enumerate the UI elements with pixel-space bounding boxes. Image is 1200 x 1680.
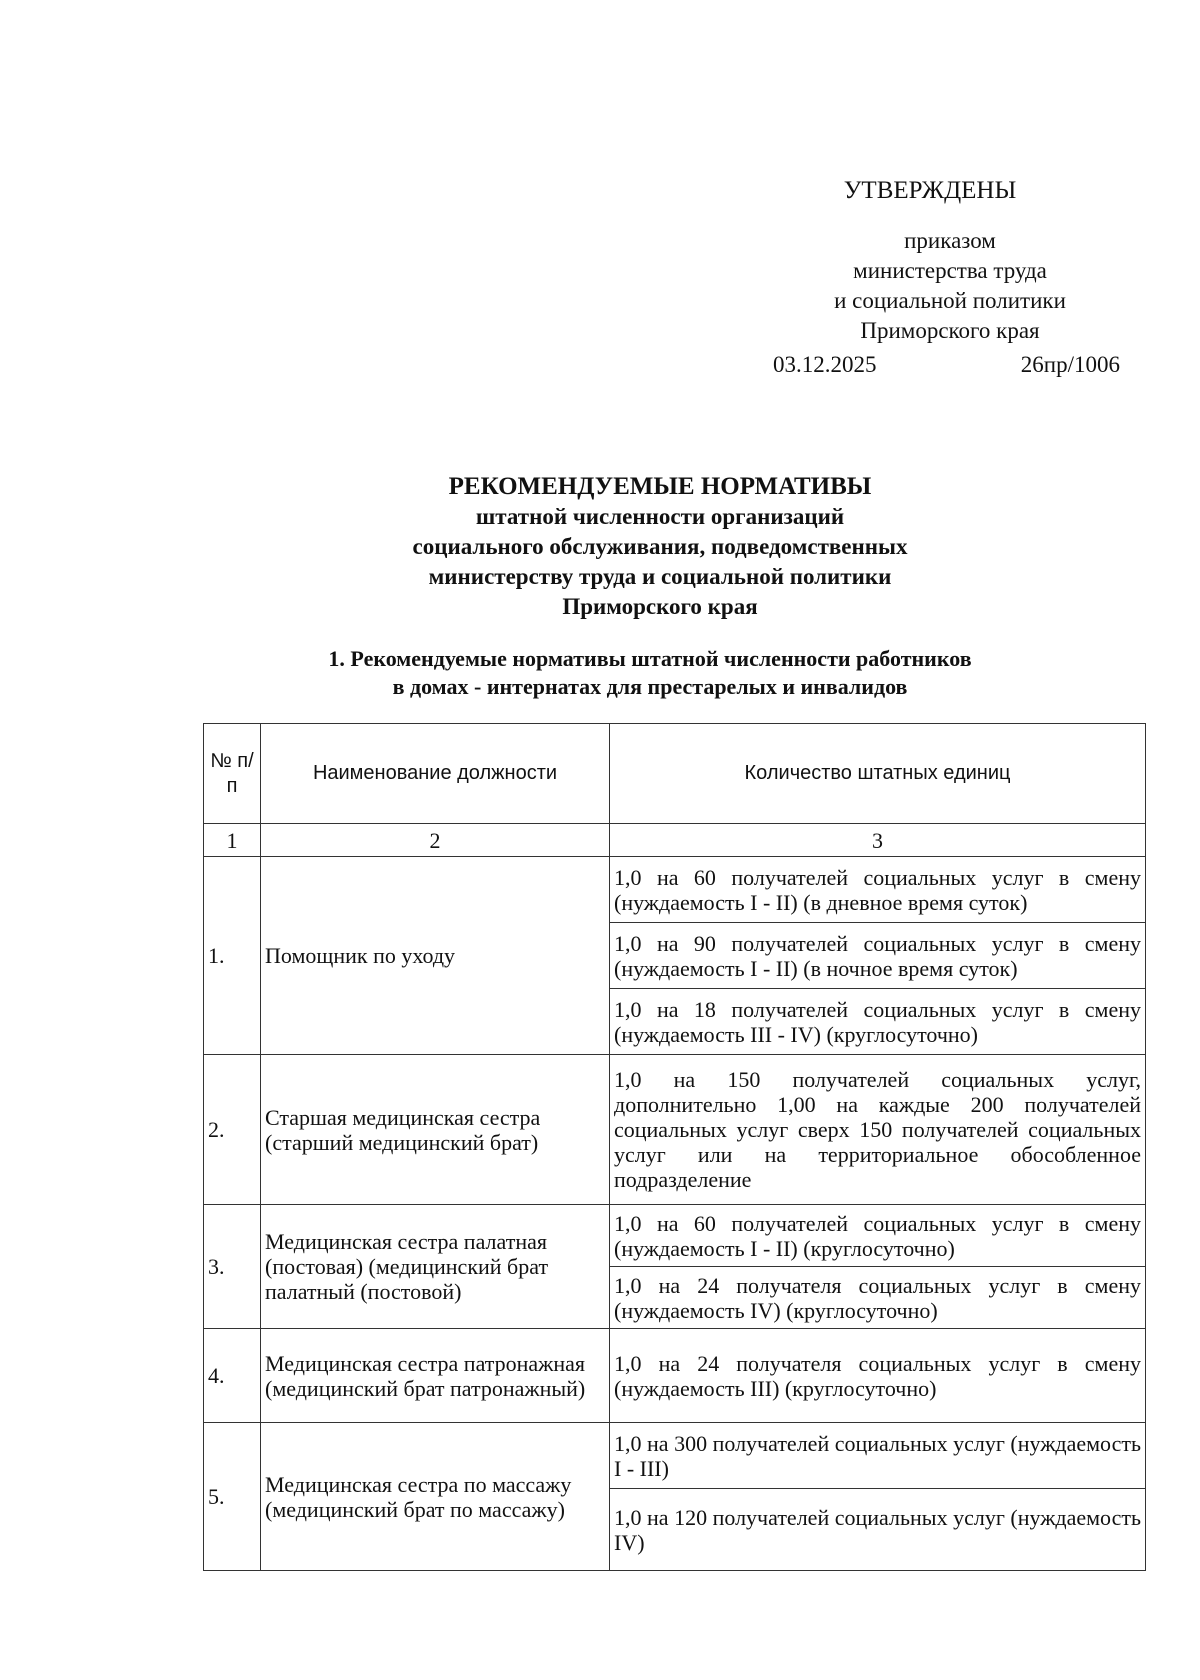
title-line: штатной численности организаций <box>475 504 845 529</box>
row-number: 5. <box>204 1423 261 1571</box>
row-norm: 1,0 на 18 получателей социальных услуг в смену (нуждаемость III - IV) (круглосуточно) <box>610 989 1146 1055</box>
row-norm: 1,0 на 150 получателей социальных услуг, дополнительно 1,00 на каждые 200 получателей социальных услуг сверх 150 получателей социальных услуг или на территориальное обособленное подразделение <box>610 1055 1146 1205</box>
approval-line: Приморского края <box>860 318 1040 343</box>
column-index-row <box>204 824 1146 857</box>
table-row <box>204 1055 1146 1205</box>
document-title <box>300 472 1020 622</box>
row-position: Медицинская сестра по массажу (медицинский брат по массажу) <box>261 1423 610 1571</box>
row-position: Медицинская сестра патронажная (медицинский брат патронажный) <box>261 1329 610 1423</box>
approval-heading: УТВЕРЖДЕНЫ <box>843 177 1017 204</box>
header-quantity: Количество штатных единиц <box>610 724 1146 824</box>
title-line: Приморского края <box>562 594 758 619</box>
row-norm: 1,0 на 120 получателей социальных услуг (нуждаемость IV) <box>610 1489 1146 1571</box>
row-number: 3. <box>204 1205 261 1329</box>
order-reference <box>773 350 1120 380</box>
approval-line: и социальной политики <box>834 288 1066 313</box>
approval-line: приказом <box>904 228 996 253</box>
table-header-row <box>204 724 1146 824</box>
row-norm: 1,0 на 90 получателей социальных услуг в смену (нуждаемость I - II) (в ночное время суток) <box>610 923 1146 989</box>
section-line: 1. Рекомендуемые нормативы штатной численности работников <box>328 646 972 671</box>
order-date: 03.12.2025 <box>773 352 877 377</box>
approval-block <box>773 176 1120 380</box>
title-line: социального обслуживания, подведомственных <box>412 534 908 559</box>
column-index: 3 <box>610 824 1146 857</box>
row-norm: 1,0 на 300 получателей социальных услуг (нуждаемость I - III) <box>610 1423 1146 1489</box>
approval-line: министерства труда <box>853 258 1047 283</box>
column-index: 1 <box>204 824 261 857</box>
row-norm: 1,0 на 24 получателя социальных услуг в смену (нуждаемость III) (круглосуточно) <box>610 1329 1146 1423</box>
section-line: в домах - интернатах для престарелых и инвалидов <box>392 674 908 699</box>
row-norm: 1,0 на 24 получателя социальных услуг в смену (нуждаемость IV) (круглосуточно) <box>610 1267 1146 1329</box>
title-line: министерству труда и социальной политики <box>428 564 892 589</box>
table-row <box>204 1329 1146 1423</box>
column-index: 2 <box>261 824 610 857</box>
row-position: Медицинская сестра палатная (постовая) (медицинский брат палатный (постовой) <box>261 1205 610 1329</box>
header-position: Наименование должности <box>261 724 610 824</box>
row-position: Помощник по уходу <box>261 857 610 1055</box>
row-norm: 1,0 на 60 получателей социальных услуг в смену (нуждаемость I - II) (круглосуточно) <box>610 1205 1146 1267</box>
row-position: Старшая медицинская сестра (старший медицинский брат) <box>261 1055 610 1205</box>
row-norm: 1,0 на 60 получателей социальных услуг в смену (нуждаемость I - II) (в дневное время суток) <box>610 857 1146 923</box>
row-number: 4. <box>204 1329 261 1423</box>
staffing-table <box>203 723 1146 1571</box>
table-row <box>204 1423 1146 1489</box>
order-number: 26пр/1006 <box>1020 352 1120 377</box>
row-number: 1. <box>204 857 261 1055</box>
row-number: 2. <box>204 1055 261 1205</box>
title-line: РЕКОМЕНДУЕМЫЕ НОРМАТИВЫ <box>448 473 872 500</box>
header-number: № п/п <box>204 724 261 824</box>
table-row <box>204 857 1146 923</box>
section-heading <box>250 645 1050 701</box>
table-row <box>204 1205 1146 1267</box>
